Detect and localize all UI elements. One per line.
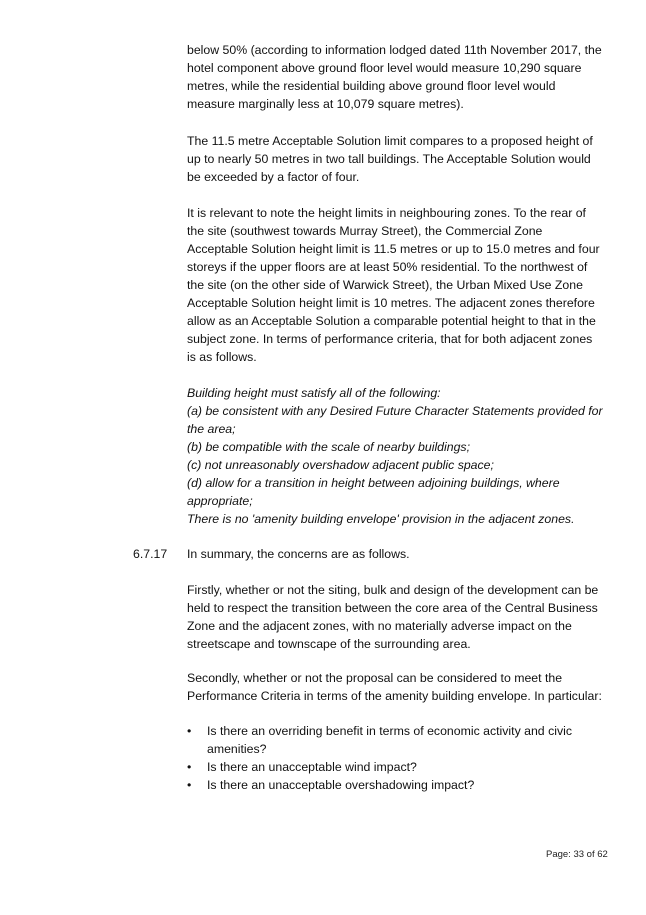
paragraph-neighbouring-zones: It is relevant to note the height limits in neighbouring zones. To the rear of the site (southwest towards Murray Street), the Commercial Zone Acceptable Solution height limit is 11.5 metres or up to 15.0 metres and four storeys if the upper floors are at least 50% residential. To the northwest of the site (on the other side of Warwick Street), the Urban Mixed Use Zone Acceptable Solution height limit is 10 metres. The adjacent zones therefore allow as an Acceptable Solution a comparable potential height to that in the subject zone. In terms of performance criteria, that for both adjacent zones is as follows. [187, 206, 600, 364]
criteria-c: (c) not unreasonably overshadow adjacent public space; [187, 458, 494, 472]
criteria-a: (a) be consistent with any Desired Future Character Statements provided for the area; [187, 404, 603, 436]
bullet-text: Is there an unacceptable overshadowing impact? [207, 778, 475, 792]
bullet-icon: • [187, 760, 192, 774]
criteria-b: (b) be compatible with the scale of nearby buildings; [187, 440, 470, 454]
bullet-text: Is there an overriding benefit in terms of economic activity and civic amenities? [207, 724, 572, 756]
bullet-text: Is there an unacceptable wind impact? [207, 760, 417, 774]
bullet-icon: • [187, 724, 192, 738]
performance-criteria-block [187, 384, 603, 528]
bullet-item [187, 776, 603, 794]
paragraph-secondly: Secondly, whether or not the proposal can be considered to meet the Performance Criteria in terms of the amenity building envelope. In particular: [187, 671, 602, 703]
bullet-icon: • [187, 778, 192, 792]
criteria-d: (d) allow for a transition in height between adjoining buildings, where appropriate; [187, 476, 560, 508]
criteria-note: There is no 'amenity building envelope' provision in the adjacent zones. [187, 512, 575, 526]
bullet-item [187, 758, 603, 776]
paragraph-height-limit: The 11.5 metre Acceptable Solution limit compares to a proposed height of up to nearly 50 metres in two tall buildings. The Acceptable Solution would be exceeded by a factor of four. [187, 134, 593, 184]
page-number-footer: Page: 33 of 62 [546, 849, 608, 860]
concerns-bullet-list [187, 722, 603, 794]
section-number: 6.7.17 [133, 547, 168, 561]
paragraph-floor-area: below 50% (according to information lodged dated 11th November 2017, the hotel component above ground floor level would measure 10,290 square metres, while the residential building above ground floor level would measure marginally less at 10,079 square metres). [187, 43, 602, 111]
section-lead: In summary, the concerns are as follows. [187, 547, 410, 561]
bullet-item [187, 722, 603, 758]
criteria-intro: Building height must satisfy all of the following: [187, 386, 441, 400]
paragraph-firstly: Firstly, whether or not the siting, bulk and design of the development can be held to respect the transition between the core area of the Central Business Zone and the adjacent zones, with no materially adverse impact on the streetscape and townscape of the surrounding area. [187, 583, 599, 651]
